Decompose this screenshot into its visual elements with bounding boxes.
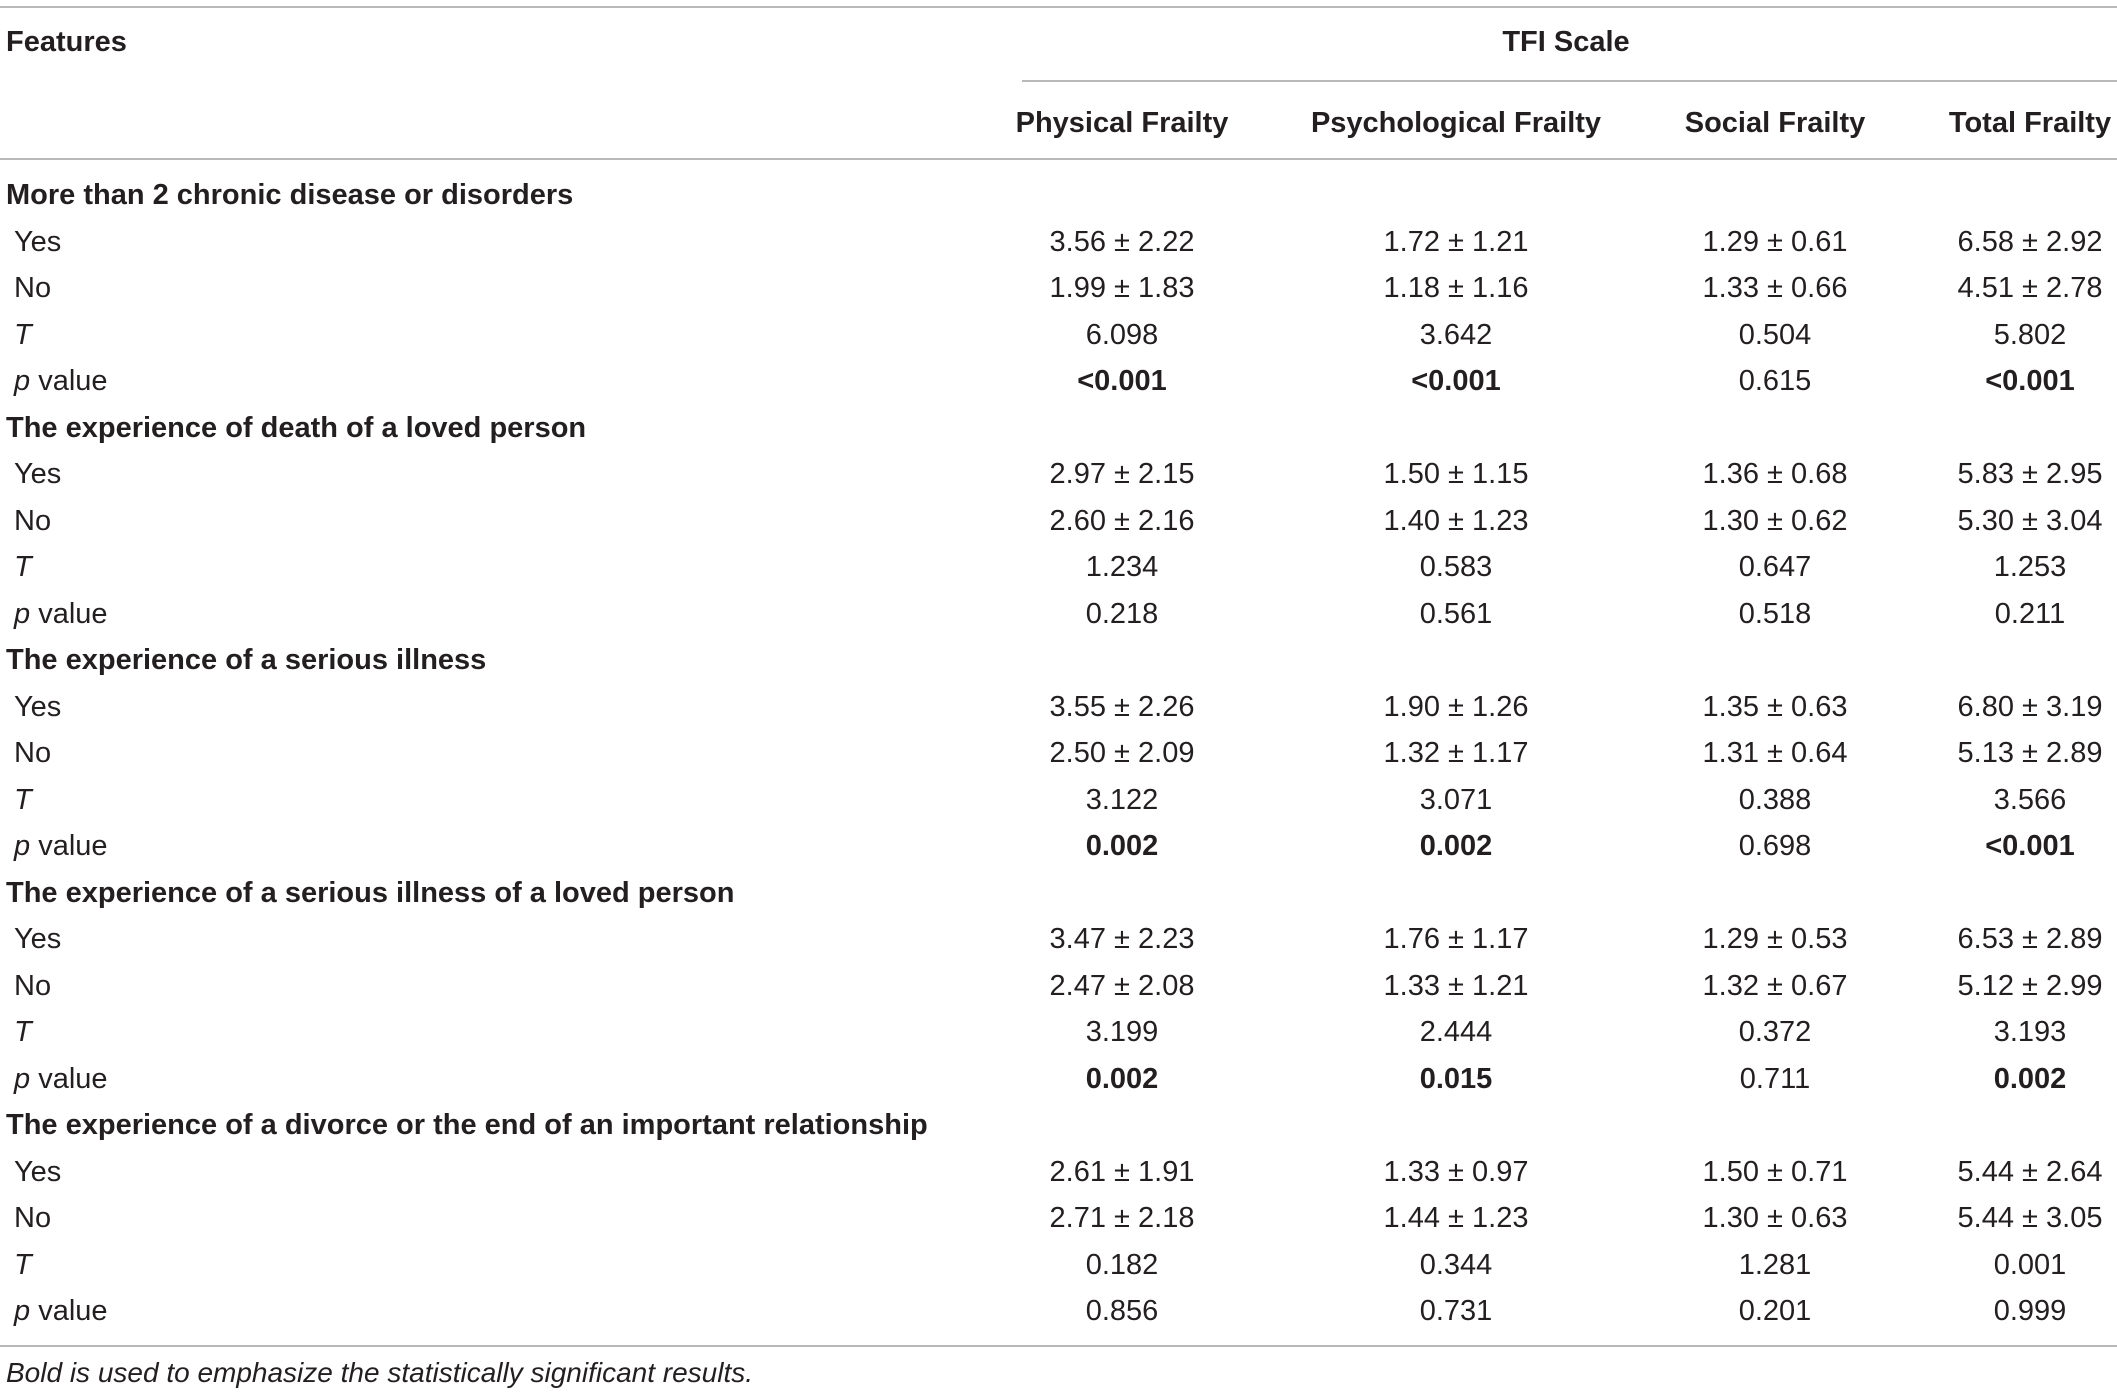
row-label-text: T bbox=[14, 551, 32, 583]
row-label-text: No bbox=[14, 504, 52, 537]
row-label bbox=[14, 271, 51, 305]
table-cell: 1.234 bbox=[1085, 551, 1159, 583]
table-cell: 0.015 bbox=[1419, 1062, 1493, 1095]
table-cell: 2.50 ± 2.09 bbox=[1049, 737, 1195, 769]
table-cell: 3.566 bbox=[1993, 783, 2067, 816]
table-cell: 0.504 bbox=[1738, 318, 1812, 351]
row-label bbox=[14, 364, 108, 398]
row-label bbox=[14, 1155, 61, 1189]
table-cell: 1.32 ± 0.67 bbox=[1702, 969, 1848, 1002]
table-cell: 0.561 bbox=[1419, 597, 1493, 630]
table-cell: 0.344 bbox=[1419, 1248, 1493, 1281]
row-label-italic: p bbox=[14, 1062, 31, 1095]
table-cell: <0.001 bbox=[1411, 365, 1501, 397]
table-cell: 3.071 bbox=[1419, 783, 1493, 816]
table-cell: 1.32 ± 1.17 bbox=[1383, 737, 1529, 769]
table-cell: 2.97 ± 2.15 bbox=[1049, 458, 1195, 490]
row-label bbox=[14, 736, 51, 770]
table-cell: 1.33 ± 0.97 bbox=[1383, 1155, 1529, 1188]
table-cell: <0.001 bbox=[1077, 365, 1167, 397]
row-label-text: T bbox=[14, 783, 32, 816]
table-cell: 0.372 bbox=[1738, 1016, 1812, 1048]
row-label-text: T bbox=[14, 318, 32, 351]
row-label bbox=[14, 1201, 51, 1235]
table-cell: 1.44 ± 1.23 bbox=[1383, 1202, 1529, 1234]
row-label-text: value bbox=[30, 597, 108, 630]
column-header-total: Total Frailty bbox=[1948, 107, 2112, 139]
table-cell: 5.13 ± 2.89 bbox=[1957, 737, 2103, 769]
table-cell: 5.44 ± 2.64 bbox=[1957, 1155, 2103, 1188]
table-cell: 0.001 bbox=[1993, 1248, 2067, 1281]
table-cell: 6.80 ± 3.19 bbox=[1957, 690, 2103, 723]
row-label bbox=[14, 829, 108, 863]
table-cell: 2.61 ± 1.91 bbox=[1049, 1155, 1195, 1188]
group-title: The experience of a serious illness bbox=[6, 644, 487, 676]
group-title: The experience of death of a loved person bbox=[6, 411, 587, 444]
group-title: More than 2 chronic disease or disorders bbox=[6, 179, 574, 211]
group-title: The experience of a serious illness of a loved person bbox=[6, 876, 735, 909]
row-label bbox=[14, 457, 61, 491]
table-cell: 4.51 ± 2.78 bbox=[1957, 272, 2103, 304]
column-header-physical: Physical Frailty bbox=[1015, 107, 1229, 139]
row-label bbox=[14, 969, 51, 1003]
row-label-text: Yes bbox=[14, 225, 62, 258]
table-cell: 3.642 bbox=[1419, 318, 1493, 351]
table-cell: 1.31 ± 0.64 bbox=[1702, 737, 1848, 769]
row-label-italic: p bbox=[14, 597, 31, 630]
row-label-text: Yes bbox=[14, 690, 62, 723]
row-label bbox=[14, 1062, 108, 1096]
row-label bbox=[14, 1248, 32, 1282]
table-cell: 1.30 ± 0.63 bbox=[1702, 1202, 1848, 1234]
row-label-text: No bbox=[14, 1202, 52, 1234]
table-cell: 1.33 ± 1.21 bbox=[1383, 969, 1529, 1002]
table-cell: 0.002 bbox=[1419, 830, 1493, 862]
row-label bbox=[14, 783, 32, 817]
row-label-text: T bbox=[14, 1248, 32, 1281]
table-cell: 1.18 ± 1.16 bbox=[1383, 272, 1529, 304]
table-cell: 1.36 ± 0.68 bbox=[1702, 458, 1848, 490]
table-cell: 3.199 bbox=[1085, 1016, 1159, 1048]
table-cell: 3.55 ± 2.26 bbox=[1049, 690, 1195, 723]
table-cell: 1.50 ± 0.71 bbox=[1702, 1155, 1848, 1188]
row-label-italic: p bbox=[14, 830, 31, 862]
table-cell: 1.50 ± 1.15 bbox=[1383, 458, 1529, 490]
table-cell: 1.72 ± 1.21 bbox=[1383, 225, 1529, 258]
row-label bbox=[14, 1015, 32, 1049]
table-cell: 0.698 bbox=[1738, 830, 1812, 862]
table-cell: 2.47 ± 2.08 bbox=[1049, 969, 1195, 1002]
table-cell: 0.711 bbox=[1739, 1062, 1811, 1095]
row-label-text: Yes bbox=[14, 1155, 62, 1188]
table-cell: 0.615 bbox=[1738, 365, 1812, 397]
row-label bbox=[14, 225, 61, 259]
table-cell: 0.583 bbox=[1419, 551, 1493, 583]
table-cell: 1.76 ± 1.17 bbox=[1383, 923, 1529, 955]
table-cell: 1.281 bbox=[1738, 1248, 1812, 1281]
table-cell: 0.647 bbox=[1738, 551, 1812, 583]
table-cell: 1.29 ± 0.61 bbox=[1702, 225, 1848, 258]
table-cell: 0.182 bbox=[1085, 1248, 1159, 1281]
header-rule bbox=[0, 158, 2117, 160]
table-cell: 1.33 ± 0.66 bbox=[1702, 272, 1848, 304]
table-cell: 5.44 ± 3.05 bbox=[1957, 1202, 2103, 1234]
table-cell: <0.001 bbox=[1985, 365, 2075, 397]
table-cell: 0.002 bbox=[1993, 1062, 2067, 1095]
row-label-text: value bbox=[30, 1062, 108, 1095]
row-label bbox=[14, 1294, 108, 1328]
table-cell: 1.35 ± 0.63 bbox=[1702, 690, 1848, 723]
row-label-text: No bbox=[14, 969, 52, 1002]
table-cell: 1.29 ± 0.53 bbox=[1702, 923, 1848, 955]
table-cell: 1.40 ± 1.23 bbox=[1383, 504, 1529, 537]
row-label bbox=[14, 597, 108, 631]
row-label-text: value bbox=[30, 365, 108, 397]
table-footnote: Bold is used to emphasize the statistically significant results. bbox=[6, 1357, 754, 1388]
row-label-text: T bbox=[14, 1016, 32, 1048]
column-header-psychological: Psychological Frailty bbox=[1310, 107, 1602, 139]
table-cell: 0.518 bbox=[1738, 597, 1812, 630]
row-label-text: value bbox=[30, 830, 108, 862]
row-label-text: No bbox=[14, 272, 52, 304]
table-cell: 0.856 bbox=[1085, 1295, 1159, 1327]
group-title: The experience of a divorce or the end of an important relationship bbox=[6, 1109, 928, 1141]
table-cell: 1.99 ± 1.83 bbox=[1049, 272, 1195, 304]
row-label bbox=[14, 318, 32, 352]
row-label bbox=[14, 550, 32, 584]
table-cell: 0.731 bbox=[1419, 1295, 1493, 1327]
table-cell: 0.388 bbox=[1738, 783, 1812, 816]
row-label-italic: p bbox=[14, 365, 31, 397]
table-cell: 0.002 bbox=[1085, 1062, 1159, 1095]
column-header-social: Social Frailty bbox=[1684, 107, 1866, 139]
table-cell: 2.444 bbox=[1419, 1016, 1493, 1048]
scale-underline bbox=[1022, 80, 2117, 82]
top-rule bbox=[0, 6, 2117, 8]
table-cell: 1.90 ± 1.26 bbox=[1383, 690, 1529, 723]
table-cell: 3.47 ± 2.23 bbox=[1049, 923, 1195, 955]
table-cell: <0.001 bbox=[1985, 830, 2075, 862]
row-label bbox=[14, 690, 61, 724]
row-label-text: value bbox=[30, 1295, 108, 1327]
table-cell: 6.58 ± 2.92 bbox=[1957, 225, 2103, 258]
table-cell: 3.193 bbox=[1993, 1016, 2067, 1048]
table-cell: 0.002 bbox=[1085, 830, 1159, 862]
row-label-text: No bbox=[14, 737, 52, 769]
row-label-italic: p bbox=[14, 1295, 31, 1327]
table-cell: 2.71 ± 2.18 bbox=[1049, 1202, 1195, 1234]
table-cell: 5.12 ± 2.99 bbox=[1957, 969, 2103, 1002]
row-label bbox=[14, 504, 51, 538]
features-header: Features bbox=[6, 26, 127, 58]
table-cell: 0.201 bbox=[1738, 1295, 1812, 1327]
table-cell: 1.253 bbox=[1993, 551, 2067, 583]
table-cell: 0.211 bbox=[1994, 597, 2066, 630]
table-cell: 3.56 ± 2.22 bbox=[1049, 225, 1195, 258]
table-cell: 5.30 ± 3.04 bbox=[1957, 504, 2103, 537]
table-cell: 6.098 bbox=[1085, 318, 1159, 351]
row-label-text: Yes bbox=[14, 458, 62, 490]
table-cell: 2.60 ± 2.16 bbox=[1049, 504, 1195, 537]
row-label bbox=[14, 922, 61, 956]
table-cell: 1.30 ± 0.62 bbox=[1702, 504, 1848, 537]
table-cell: 5.83 ± 2.95 bbox=[1957, 458, 2103, 490]
table-cell: 0.999 bbox=[1993, 1295, 2067, 1327]
tfi-scale-header: TFI Scale bbox=[1502, 26, 1630, 58]
table-cell: 5.802 bbox=[1993, 318, 2067, 351]
bottom-rule bbox=[0, 1345, 2117, 1347]
table-cell: 0.218 bbox=[1085, 597, 1159, 630]
row-label-text: Yes bbox=[14, 923, 62, 955]
table-cell: 3.122 bbox=[1085, 783, 1159, 816]
table-cell: 6.53 ± 2.89 bbox=[1957, 923, 2103, 955]
